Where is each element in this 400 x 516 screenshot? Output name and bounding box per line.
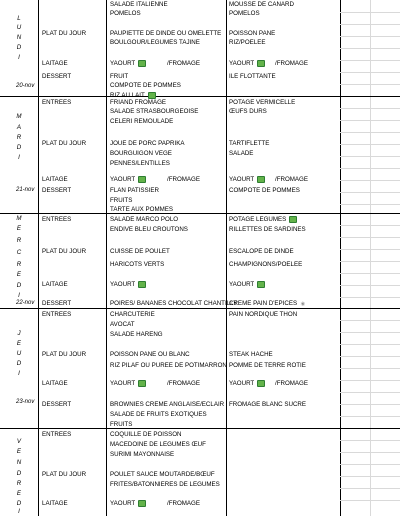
day-letter: D [16,500,22,507]
menu-item: CREME PAIN D'EPICES ⚛ [229,300,306,308]
day-letter: M [16,113,22,120]
row-label: DESSERT [42,187,72,194]
menu-item: JOUE DE PORC PAPRIKA [110,140,185,147]
row-label: ENTREES [42,431,72,438]
menu-item: TARTIFLETTE [229,140,270,147]
label-icon: ⚛ [300,301,306,308]
day-date: 23-nov [16,399,35,405]
menu-item: FRITES/BATONNIERES DE LEGUMES [110,481,220,488]
menu-item: POTAGE LEGUMES [229,216,297,224]
day-letter: U [16,350,22,357]
row-label: ENTREES [42,311,72,318]
menu-item: COMPOTE DE POMMES [110,82,181,89]
menu-item: YAOURT [229,281,265,289]
menu-item: YAOURT [110,60,146,68]
day-date: 21-nov [16,187,35,193]
menu-item: SALADE [229,150,254,157]
menu-item: POISSON PANE [229,30,276,37]
menu-item: RIZ AU LAIT [110,92,156,100]
menu-item: YAOURT [110,176,146,184]
day-separator [0,308,400,309]
organic-label-icon [257,380,265,387]
day-letter: D [16,470,22,477]
day-letter: E [16,490,22,497]
row-label: LAITAGE [42,281,68,288]
menu-item: BOURGUIGON VEGE [110,150,172,157]
row-label: DESSERT [42,300,72,307]
menu-item: /FROMAGE [167,176,201,183]
menu-item: FRIAND FROMAGE [110,99,167,106]
menu-item: ENDIVE BLEU CROUTONS [110,226,188,233]
menu-item: SALADE DE FRUITS EXOTIQUES [110,411,207,418]
row-label: PLAT DU JOUR [42,351,87,358]
day-letter: N [16,459,22,466]
day-letter: R [16,261,22,268]
menu-item: RIZ PILAF OU PUREE DE POTIMARRON [110,362,227,369]
row-label: PLAT DU JOUR [42,30,87,37]
row-label: ENTREES [42,99,72,106]
menu-item: MACEDOINE DE LEGUMES ŒUF [110,441,206,448]
menu-item: POULET SAUCE MOUTARDE/BŒUF [110,471,215,478]
menu-item: BOULGOUR/LEGUMES TAJINE [110,39,200,46]
day-letter: N [16,34,22,41]
menu-item: COQUILLE DE POISSON [110,431,182,438]
menu-item: POTAGE VERMICELLE [229,99,296,106]
menu-item: PAIN NORDIQUE THON [229,311,298,318]
day-letter: V [16,438,22,445]
menu-item: ŒUFS DURS [229,108,267,115]
menu-item: YAOURT [229,176,265,184]
menu-item: ILE FLOTTANTE [229,73,276,80]
day-letter: U [16,24,22,31]
menu-item: CHAMPIGNONS/POELEE [229,261,303,268]
menu-item: CELERI REMOULADE [110,118,174,125]
organic-label-icon [257,176,265,183]
day-letter: A [16,124,22,131]
day-letter: M [16,215,22,222]
menu-item: BROWNIES CREME ANGLAISE/ECLAIR [110,401,225,408]
menu-item: /FROMAGE [275,60,309,67]
menu-item: RIZ/POELEE [229,39,266,46]
organic-label-icon [138,500,146,507]
organic-label-icon [257,60,265,67]
menu-item: POIRES/ BANANES CHOCOLAT CHANTILLY [110,300,238,307]
column-border [38,0,39,516]
row-label: LAITAGE [42,176,68,183]
menu-item: TARTE AUX POMMES [110,206,174,213]
day-letter: J [17,330,21,337]
menu-item: PENNES/LENTILLES [110,160,170,167]
row-label: DESSERT [42,401,72,408]
column-border [106,0,107,516]
menu-item: /FROMAGE [167,500,201,507]
organic-label-icon [138,60,146,67]
day-separator [0,213,400,214]
menu-item: POMELOS [229,10,260,17]
menu-item: PAUPIETTE DE DINDE OU OMELETTE [110,30,222,37]
row-label: PLAT DU JOUR [42,248,87,255]
menu-item: SALADE HARENG [110,331,163,338]
menu-item: ESCALOPE DE DINDE [229,248,294,255]
day-letter: E [16,271,22,278]
organic-label-icon [138,176,146,183]
row-label: DESSERT [42,73,72,80]
day-letter: R [16,480,22,487]
menu-item: HARICOTS VERTS [110,261,165,268]
menu-item: FROMAGE BLANC SUCRE [229,401,307,408]
menu-item: YAOURT [229,380,265,388]
menu-item: /FROMAGE [167,60,201,67]
day-letter: I [18,292,20,299]
row-label: PLAT DU JOUR [42,140,87,147]
menu-item: YAOURT [110,500,146,508]
day-date: 20-nov [16,83,35,89]
day-letter: C [16,249,22,256]
menu-item: YAOURT [110,380,146,388]
menu-item: CHARCUTERIE [110,311,155,318]
menu-item: RILLETTES DE SARDINES [229,226,306,233]
row-label: LAITAGE [42,500,68,507]
menu-item: SALADE ITALIENNE [110,1,168,8]
day-letter: E [16,448,22,455]
day-letter: I [18,154,20,161]
organic-label-icon [289,216,297,223]
day-letter: R [16,237,22,244]
day-letter: E [16,340,22,347]
menu-item: FRUIT [110,73,129,80]
menu-item: SURIMI MAYONNAISE [110,451,175,458]
row-label: PLAT DU JOUR [42,471,87,478]
menu-item: MOUSSE DE CANARD [229,1,294,8]
menu-item: /FROMAGE [275,176,309,183]
day-letter: D [16,360,22,367]
menu-item: CUISSE DE POULET [110,248,170,255]
gridline [370,0,371,516]
day-letter: I [18,54,20,61]
organic-label-icon [138,380,146,387]
organic-label-icon [257,281,265,288]
menu-item: POISSON PANE OU BLANC [110,351,190,358]
day-separator [0,96,400,97]
column-border [226,0,227,516]
day-separator [0,428,400,429]
day-date: 22-nov [16,300,35,306]
menu-item: FLAN PATISSIER [110,187,159,194]
menu-item: FRUITS [110,197,133,204]
row-label: LAITAGE [42,60,68,67]
day-letter: E [16,225,22,232]
menu-item: AVOCAT [110,321,135,328]
menu-item: SALADE MARCO POLO [110,216,179,223]
day-letter: D [16,144,22,151]
menu-item: COMPOTE DE POMMES [229,187,300,194]
day-letter: I [18,508,20,515]
day-letter: L [17,15,21,22]
row-label: ENTREES [42,216,72,223]
column-border [340,0,341,516]
day-letter: D [16,44,22,51]
organic-label-icon [138,281,146,288]
menu-item: /FROMAGE [275,380,309,387]
row-label: LAITAGE [42,380,68,387]
menu-item: SALADE STRASBOURGEOISE [110,108,199,115]
menu-item: YAOURT [110,281,146,289]
menu-item: YAOURT [229,60,265,68]
menu-item: POMME DE TERRE ROTIE [229,362,306,369]
organic-label-icon [148,92,156,99]
menu-item: /FROMAGE [167,380,201,387]
day-letter: D [16,282,22,289]
day-letter: I [18,370,20,377]
menu-item: FRUITS [110,421,133,428]
menu-item: STEAK HACHE [229,351,273,358]
menu-item: POMELOS [110,10,141,17]
day-letter: R [16,134,22,141]
